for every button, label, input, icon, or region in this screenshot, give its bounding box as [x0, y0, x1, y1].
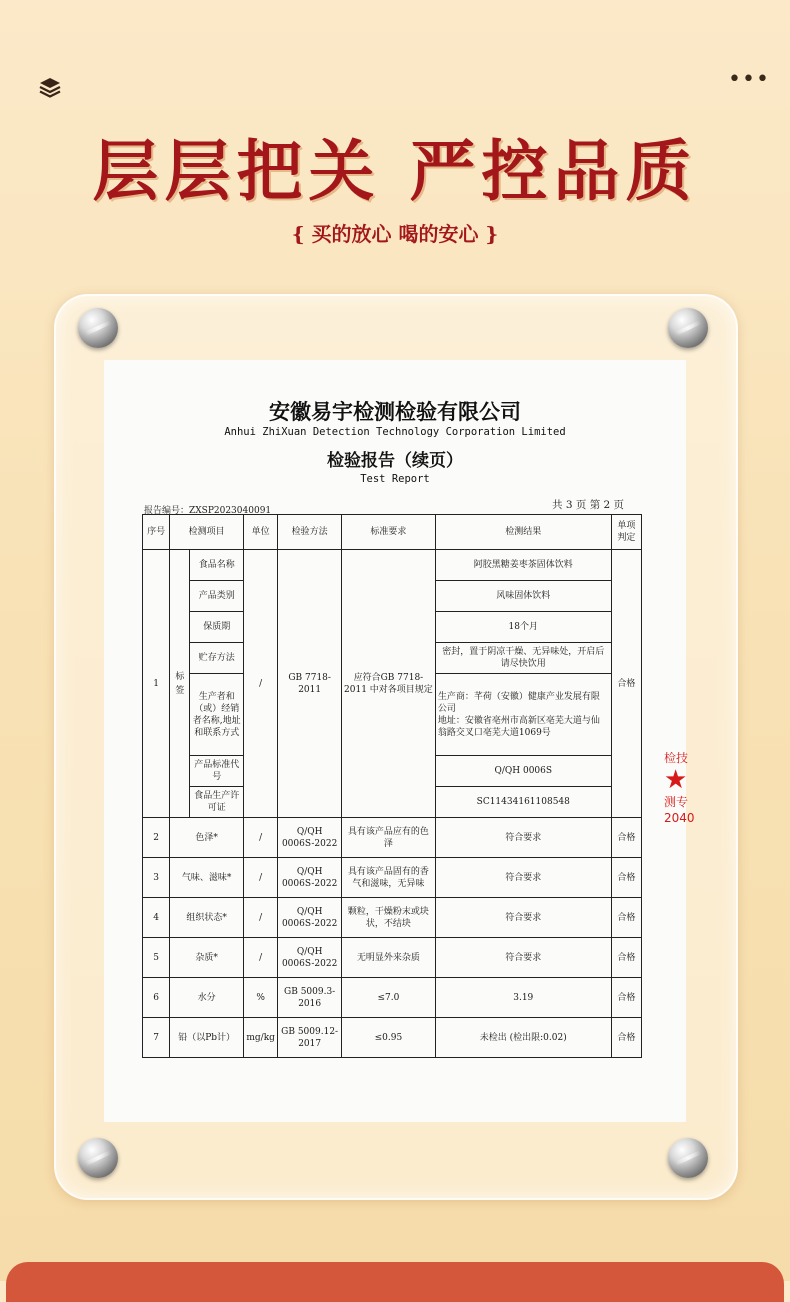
sub-item: 生产者和（或）经销者名称,地址和联系方式 [190, 674, 244, 756]
report-table [142, 514, 642, 1058]
row-item: 杂质* [170, 938, 244, 978]
page-subhead: { 买的放心 喝的安心 } [291, 222, 499, 246]
red-seal-stamp [664, 750, 704, 870]
row-unit: mg/kg [244, 1018, 278, 1058]
row-method: Q/QH 0006S-2022 [278, 818, 342, 858]
row-no: 2 [143, 818, 170, 858]
row-item: 气味、滋味* [170, 858, 244, 898]
row-method: Q/QH 0006S-2022 [278, 938, 342, 978]
row-item: 色泽* [170, 818, 244, 858]
sub-item: 保质期 [190, 612, 244, 643]
row-verdict: 合格 [611, 978, 641, 1018]
row-verdict: 合格 [611, 550, 641, 818]
header-no: 序号 [143, 515, 170, 550]
row-method: Q/QH 0006S-2022 [278, 858, 342, 898]
report-title: 检验报告（续页） [327, 451, 463, 471]
row-standard: 具有该产品应有的色泽 [341, 818, 435, 858]
test-report-document [104, 360, 695, 1122]
page-headline: 层层把关 严控品质 [92, 132, 698, 210]
stamp-text: 测专 [664, 795, 689, 809]
sub-result [435, 674, 611, 756]
sub-item: 贮存方法 [190, 643, 244, 674]
row-standard: ≤0.95 [341, 1018, 435, 1058]
sub-result: SC11434161108548 [435, 787, 611, 818]
address-text: 地址：安徽省亳州市高新区亳芜大道与仙翁路交叉口亳芜大道1069号 [437, 715, 600, 738]
row-method: GB 5009.12-2017 [278, 1018, 342, 1058]
more-dots-icon[interactable]: ••• [728, 67, 770, 92]
manufacturer-text: 生产商：芊荷（安徽）健康产业发展有限公司 [437, 691, 600, 714]
row-standard: 应符合GB 7718-2011 中对各项目规定 [341, 550, 435, 818]
header-unit: 单位 [244, 515, 278, 550]
row-item: 组织状态* [170, 898, 244, 938]
screw-icon [668, 308, 708, 348]
sub-result: Q/QH 0006S [435, 756, 611, 787]
header-method: 检验方法 [278, 515, 342, 550]
table-row [143, 818, 642, 858]
row-no: 4 [143, 898, 170, 938]
row-result: 未检出 (检出限:0.02) [435, 1018, 611, 1058]
row-no: 1 [143, 550, 170, 818]
row-no: 3 [143, 858, 170, 898]
layers-icon[interactable] [38, 76, 62, 100]
row-verdict: 合格 [611, 938, 641, 978]
row-result: 符合要求 [435, 938, 611, 978]
header-standard: 标准要求 [341, 515, 435, 550]
row-standard: ≤7.0 [341, 978, 435, 1018]
table-header-row [143, 515, 642, 550]
bottom-section-bar [6, 1262, 784, 1302]
row-verdict: 合格 [611, 858, 641, 898]
report-company-en: Anhui ZhiXuan Detection Technology Corporation Limited [224, 426, 566, 438]
screw-icon [668, 1138, 708, 1178]
row-no: 6 [143, 978, 170, 1018]
row-result: 3.19 [435, 978, 611, 1018]
report-page-info: 共 3 页 第 2 页 [552, 499, 625, 511]
row-no: 5 [143, 938, 170, 978]
stamp-text: 检技 [664, 751, 689, 765]
row-unit: % [244, 978, 278, 1018]
report-title-en: Test Report [360, 473, 430, 485]
row-item: 水分 [170, 978, 244, 1018]
table-row [143, 1018, 642, 1058]
row-method: Q/QH 0006S-2022 [278, 898, 342, 938]
row-verdict: 合格 [611, 1018, 641, 1058]
row-unit: / [244, 898, 278, 938]
row-verdict: 合格 [611, 898, 641, 938]
stamp-text: 2040 [664, 811, 695, 825]
sub-item: 产品标准代号 [190, 756, 244, 787]
sub-item: 食品生产许可证 [190, 787, 244, 818]
table-row [143, 938, 642, 978]
row-verdict: 合格 [611, 818, 641, 858]
row-item: 铅（以Pb计） [170, 1018, 244, 1058]
sub-result: 密封，置于阴凉干燥、无异味处，开启后请尽快饮用 [435, 643, 611, 674]
table-row [143, 858, 642, 898]
star-icon: ★ [664, 765, 688, 795]
row-standard: 无明显外来杂质 [341, 938, 435, 978]
table-row [143, 550, 642, 581]
row-unit: / [244, 550, 278, 818]
row-result: 符合要求 [435, 818, 611, 858]
report-number: 报告编号：ZXSP2023040091 [144, 506, 272, 516]
header-item: 检测项目 [170, 515, 244, 550]
row-method: GB 5009.3-2016 [278, 978, 342, 1018]
sub-item: 产品类别 [190, 581, 244, 612]
table-row [143, 978, 642, 1018]
row-method: GB 7718-2011 [278, 550, 342, 818]
row-standard: 具有该产品固有的香气和滋味，无异味 [341, 858, 435, 898]
sub-result: 风味固体饮料 [435, 581, 611, 612]
report-company: 安徽易宇检测检验有限公司 [269, 400, 521, 424]
screw-icon [78, 308, 118, 348]
sub-result: 18个月 [435, 612, 611, 643]
sub-item: 食品名称 [190, 550, 244, 581]
row-no: 7 [143, 1018, 170, 1058]
label-group-name: 标签 [170, 550, 190, 818]
header-verdict: 单项判定 [611, 515, 641, 550]
header-result: 检测结果 [435, 515, 611, 550]
row-result: 符合要求 [435, 898, 611, 938]
table-row [143, 898, 642, 938]
sub-result: 阿胶黑糖姜枣茶固体饮料 [435, 550, 611, 581]
screw-icon [78, 1138, 118, 1178]
row-unit: / [244, 818, 278, 858]
row-unit: / [244, 858, 278, 898]
row-standard: 颗粒，干燥粉末或块状，不结块 [341, 898, 435, 938]
row-result: 符合要求 [435, 858, 611, 898]
row-unit: / [244, 938, 278, 978]
